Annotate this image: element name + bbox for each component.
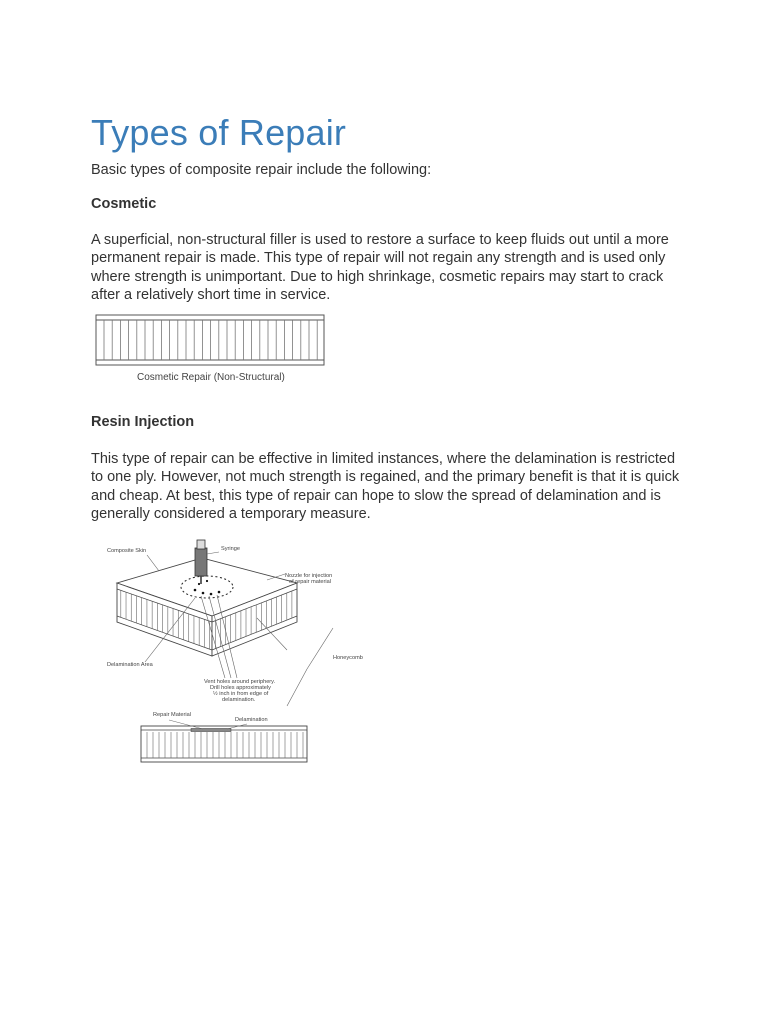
label-vent-3: ½ inch in from edge of <box>213 691 269 697</box>
section-heading-cosmetic: Cosmetic <box>91 196 157 212</box>
label-syringe: Syringe <box>221 546 240 552</box>
page-title: Types of Repair <box>91 112 347 153</box>
cosmetic-figure-caption: Cosmetic Repair (Non-Structural) <box>137 372 285 383</box>
resin-injection-figure <box>107 538 363 768</box>
label-vent-2: Drill holes approximately <box>210 685 271 691</box>
cosmetic-repair-figure <box>94 312 332 388</box>
label-nozzle-1: Nozzle for injection <box>285 573 333 579</box>
label-nozzle-2: of repair material <box>289 579 331 585</box>
label-vent-4: delamination. <box>222 697 256 703</box>
section-body-cosmetic: A superficial, non-structural filler is used to restore a surface to keep fluids out until a more permanent repair is made. This type of repair will not regain any strength and is used only where strength is unimportant. Due to high shrinkage, cosmetic repairs may start to crack after a relatively short time in service. <box>91 232 669 303</box>
label-vent-1: Vent holes around periphery. <box>204 679 276 685</box>
repair-material-patch <box>191 729 231 732</box>
label-honeycomb: Honeycomb <box>333 655 363 661</box>
label-delamination-area: Delamination Area <box>107 662 153 668</box>
section-heading-resin-injection: Resin Injection <box>91 414 195 430</box>
label-repair-material: Repair Material <box>153 712 191 718</box>
label-delamination: Delamination <box>235 717 268 723</box>
label-composite-skin: Composite Skin <box>107 548 147 554</box>
section-body-resin-injection: This type of repair can be effective in limited instances, where the delamination is restricted to one ply. However, not much strength is regained, and the primary benefit is that it is quick and cheap. At best, this type of repair can hope to slow the spread of delamination and is generally considered a temporary measure. <box>91 451 680 522</box>
intro-text: Basic types of composite repair include the following: <box>91 162 432 178</box>
cross-section-panel <box>141 720 307 762</box>
